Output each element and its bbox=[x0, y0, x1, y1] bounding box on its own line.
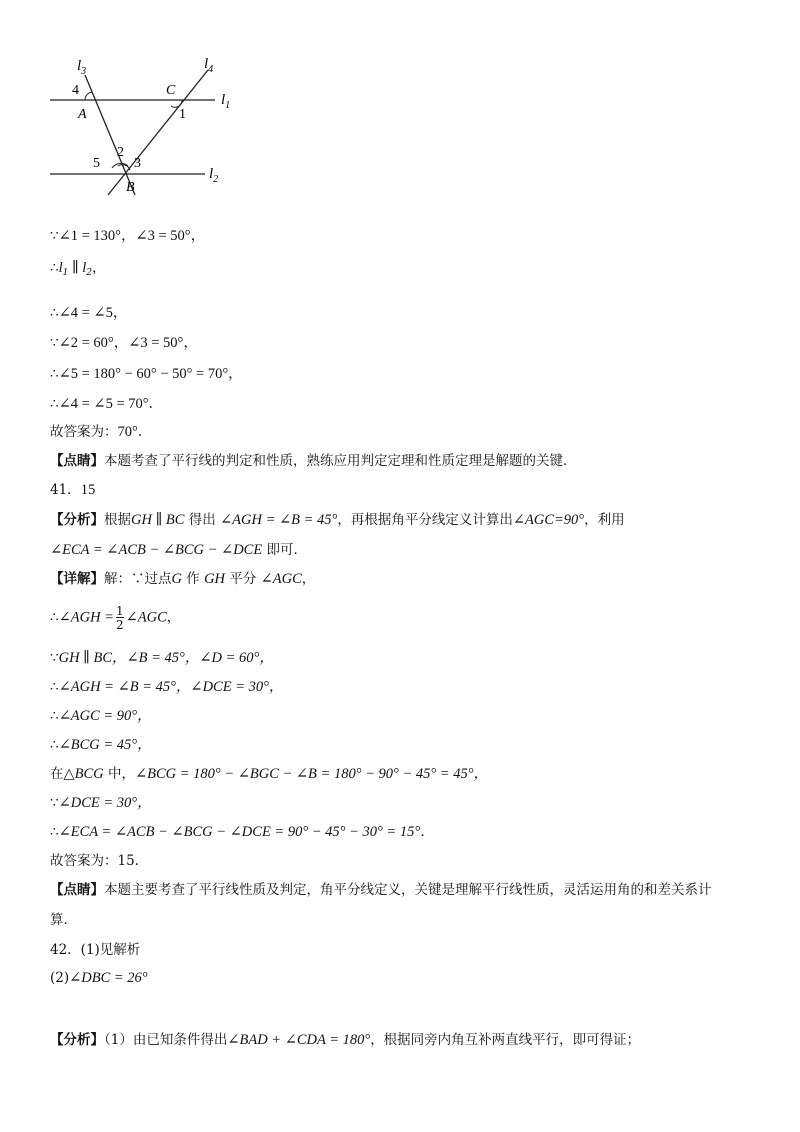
line-15: ∴∠AGH = ∠B = 45°，∠DCE = 30°， bbox=[50, 679, 284, 695]
fraction-one-half: $\frac{1}{2}$ bbox=[115, 604, 124, 632]
label-C: C bbox=[166, 83, 176, 98]
line-18: 在△BCG 中，∠BCG = 180° − ∠BGC − ∠B = 180° − 90° − 45° = 45°， bbox=[50, 766, 488, 782]
line-4: ∵∠2 = 60°，∠3 = 50°， bbox=[50, 335, 198, 351]
line-16: ∴∠AGC = 90°， bbox=[50, 708, 152, 724]
line-25: (2)∠DBC = 26° bbox=[50, 970, 148, 986]
label-l2: $l_2$ bbox=[209, 166, 219, 185]
label-A: A bbox=[78, 107, 87, 122]
label-angle5: 5 bbox=[93, 156, 100, 171]
line-23: 算． bbox=[50, 912, 77, 928]
label-angle4: 4 bbox=[72, 83, 79, 98]
line-1: ∵∠1 = 130°，∠3 = 50°， bbox=[50, 228, 206, 244]
line-21: 故答案为：15. bbox=[50, 853, 139, 869]
line-l4 bbox=[108, 70, 208, 195]
line-17: ∴∠BCG = 45°， bbox=[50, 737, 152, 753]
angle-arc-4 bbox=[85, 92, 92, 100]
line-14: ∵GH ∥ BC，∠B = 45°，∠D = 60°， bbox=[50, 650, 274, 666]
line-24: 42．(1)见解析 bbox=[50, 942, 141, 958]
line-13: ∴∠AGH = $\frac{1}{2}$ ∠AGC， bbox=[50, 604, 181, 632]
label-angle3: 3 bbox=[134, 156, 141, 171]
line-26: 【分析】（1）由已知条件得出∠BAD + ∠CDA = 180°，根据同旁内角互补两直线平行，即可得证； bbox=[50, 1032, 641, 1048]
line-9: 41．15 bbox=[50, 482, 96, 498]
line-8: 【点睛】本题考查了平行线的判定和性质，熟练应用判定定理和性质定理是解题的关键． bbox=[50, 453, 577, 469]
line-2: $\therefore l_1$ ∥ $l_2$， bbox=[50, 260, 106, 278]
line-l3 bbox=[85, 75, 135, 195]
label-l4: $l_4$ bbox=[204, 56, 214, 75]
line-7: 故答案为：70°． bbox=[50, 424, 153, 440]
line-10: 【分析】根据GH ∥ BC 得出 ∠AGH = ∠B = 45°，再根据角平分线定义计算出∠AGC=90°，利用 bbox=[50, 512, 625, 528]
line-3: ∴∠4 = ∠5， bbox=[50, 305, 128, 321]
label-B: B bbox=[126, 180, 135, 195]
geometry-figure bbox=[40, 50, 240, 200]
line-20: ∴∠ECA = ∠ACB − ∠BCG − ∠DCE = 90° − 45° − 30° = 15°． bbox=[50, 824, 435, 840]
line-5: ∴∠5 = 180° − 60° − 50° = 70°， bbox=[50, 366, 243, 382]
line-11: ∠ECA = ∠ACB − ∠BCG − ∠DCE 即可． bbox=[50, 542, 308, 558]
line-19: ∵∠DCE = 30°， bbox=[50, 795, 152, 811]
label-angle2: 2 bbox=[117, 145, 124, 160]
line-12: 【详解】解：∵过点G 作 GH 平分 ∠AGC， bbox=[50, 571, 316, 587]
line-22: 【点睛】本题主要考查了平行线性质及判定，角平分线定义，关键是理解平行线性质，灵活运用角的和差关系计 bbox=[50, 882, 712, 898]
label-angle1: 1 bbox=[179, 107, 186, 122]
label-l1: $l_1$ bbox=[221, 92, 231, 111]
label-l3: $l_3$ bbox=[77, 58, 87, 77]
line-6: ∴∠4 = ∠5 = 70°． bbox=[50, 396, 164, 412]
